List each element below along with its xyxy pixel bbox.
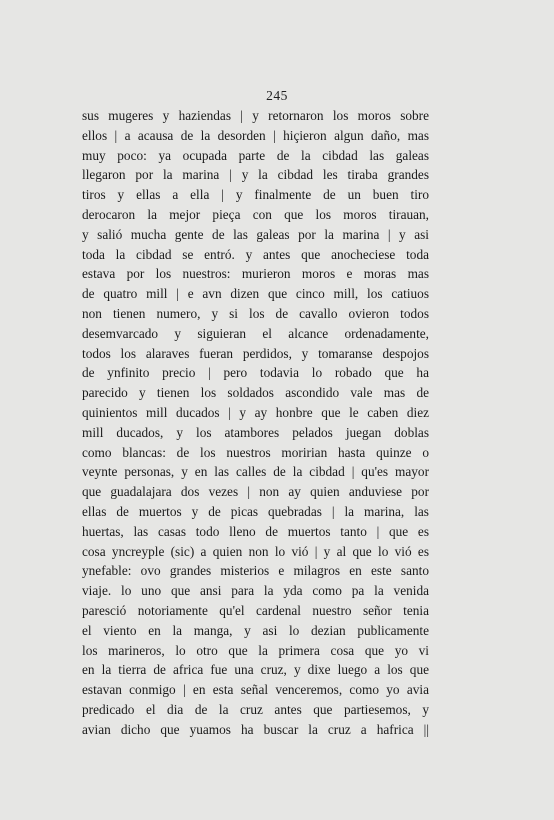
text-line: sus mugeres y haziendas | y retornaron los moros sobre — [82, 108, 429, 123]
text-line: mill ducados, y los atambores pelados juegan doblas — [82, 424, 429, 440]
text-line: todos los alaraves fueran perdidos, y tomaranse despojos — [82, 345, 429, 361]
text-line: muy poco: ya ocupada parte de la cibdad las galeas — [82, 147, 429, 163]
text-line: parecido y tienen los soldados ascondido vale mas de — [82, 385, 429, 401]
text-line: ellas de muertos y de picas quebradas | la marina, las — [82, 503, 429, 519]
text-line: el viento en la manga, y asi lo dezian publicamente — [82, 622, 429, 638]
text-line: que guadalajara dos vezes | non ay quien anduviese por — [82, 484, 429, 500]
text-line: toda la cibdad se entró. y antes que anocheciese toda — [82, 246, 429, 262]
body-text — [82, 106, 429, 740]
text-line: llegaron por la marina | y la cibdad les tiraba grandes — [82, 167, 429, 183]
text-line: tiros y ellas a ella | y finalmente de un buen tiro — [82, 187, 429, 203]
text-line: cosa yncreyple (sic) a quien non lo vió | y al que lo vió es — [82, 543, 429, 559]
text-line: ellos | a acausa de la desorden | hiçieron algun daño, mas — [82, 127, 429, 143]
text-line: derocaron la mejor pieça con que los moros tirauan, — [82, 206, 429, 222]
text-line: de quatro mill | e avn dizen que cinco mill, los catiuos — [82, 286, 429, 302]
text-line: non tienen numero, y si los de cavallo ovieron todos — [82, 305, 429, 321]
text-line: estavan conmigo | en esta señal venceremos, como yo avia — [82, 682, 429, 698]
text-line: predicado el dia de la cruz antes que partiesemos, y — [82, 701, 429, 717]
text-line: y salió mucha gente de las galeas por la marina | y asi — [82, 226, 429, 242]
text-line: los marineros, lo otro que la primera cosa que yo vi — [82, 642, 429, 658]
text-line: viaje. lo uno que ansi para la yda como pa la venida — [82, 583, 429, 599]
text-line: estava por los nuestros: murieron moros e moras mas — [82, 266, 429, 282]
text-line: paresció notoriamente qu'el cardenal nuestro señor tenia — [82, 602, 429, 618]
text-line: veynte personas, y en las calles de la cibdad | qu'es mayor — [82, 464, 429, 480]
text-line: en la tierra de africa fue una cruz, y dixe luego a los que — [82, 662, 429, 678]
text-line: huertas, las casas todo lleno de muertos tanto | que es — [82, 523, 429, 539]
text-line: avian dicho que yuamos ha buscar la cruz a hafrica || — [82, 721, 429, 737]
text-line: ynefable: ovo grandes misterios e milagros en este santo — [82, 563, 429, 579]
text-line: de ynfinito precio | pero todavia lo robado que ha — [82, 365, 429, 381]
page-number: 245 — [266, 88, 288, 103]
text-line: desemvarcado y siguieran el alcance ordenadamente, — [82, 325, 429, 341]
text-line: como blancas: de los nuestros moririan hasta quinze o — [82, 444, 429, 460]
text-line: quinientos mill ducados | y ay honbre que le caben diez — [82, 404, 429, 420]
